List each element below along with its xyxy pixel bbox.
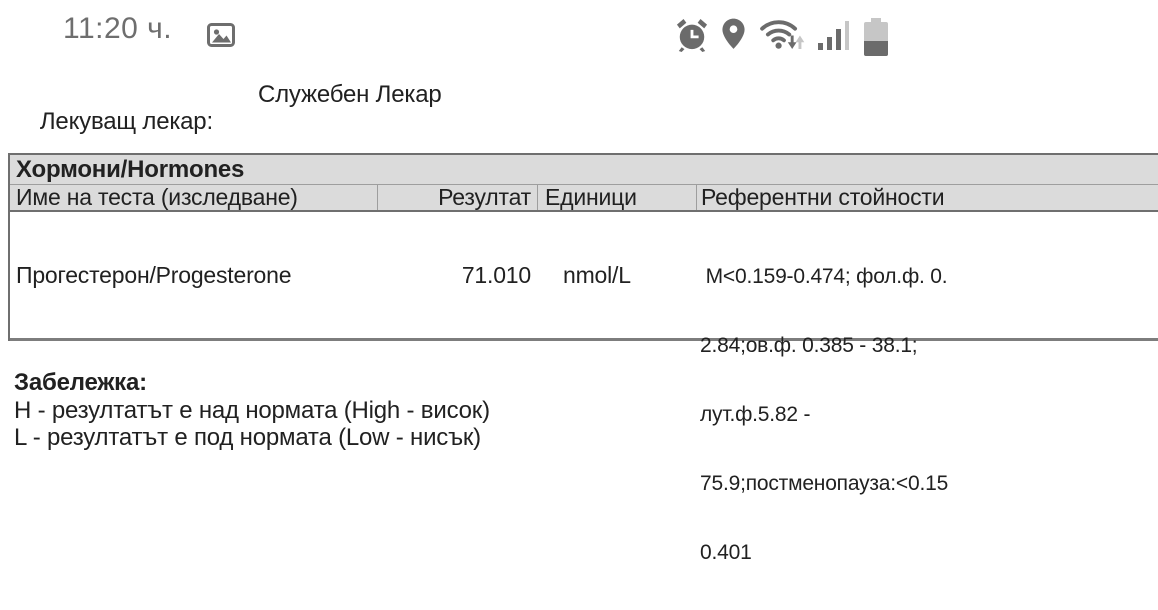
col-header-reference: Референтни стойности xyxy=(696,185,1158,210)
note-line-low: L - резултатът е под нормата (Low - нисък) xyxy=(14,424,481,451)
wifi-icon xyxy=(759,18,804,56)
reference-line: М<0.159-0.474; фол.ф. 0. xyxy=(700,265,948,288)
status-icons-cluster xyxy=(676,18,888,58)
cell-units: nmol/L xyxy=(563,261,631,288)
battery-icon xyxy=(864,18,888,61)
reference-line: 0.401 xyxy=(700,541,752,564)
col-header-units: Единици xyxy=(537,185,696,210)
col-header-result: Резултат xyxy=(377,185,537,210)
location-icon xyxy=(721,18,746,55)
status-bar xyxy=(0,0,945,62)
note-section xyxy=(14,369,490,452)
alarm-icon xyxy=(676,18,708,57)
signal-icon xyxy=(817,18,851,55)
reference-line: лут.ф.5.82 - xyxy=(700,403,811,426)
col-header-test-name: Име на теста (изследване) xyxy=(16,184,298,210)
doctor-label: Лекуващ лекар: xyxy=(39,108,213,135)
clock-time: 11:20 ч. xyxy=(63,12,173,45)
table-header-row xyxy=(10,185,1158,212)
note-line-high: H - резултатът е над нормата (High - висок) xyxy=(14,396,490,424)
reference-line: 75.9;постменопауза:<0.15 xyxy=(700,472,949,495)
doctor-value: Служебен Лекар xyxy=(258,81,442,108)
cell-reference-values xyxy=(696,212,1158,564)
cell-test-name: Прогестерон/Progesterone xyxy=(16,261,292,288)
table-title: Хормони/Hormones xyxy=(10,155,1158,185)
reference-line: 2.84;ов.ф. 0.385 - 38.1; xyxy=(700,334,918,357)
photo-icon xyxy=(207,23,235,52)
cell-result: 71.010 xyxy=(461,261,531,288)
note-title: Забележка: xyxy=(14,369,147,396)
